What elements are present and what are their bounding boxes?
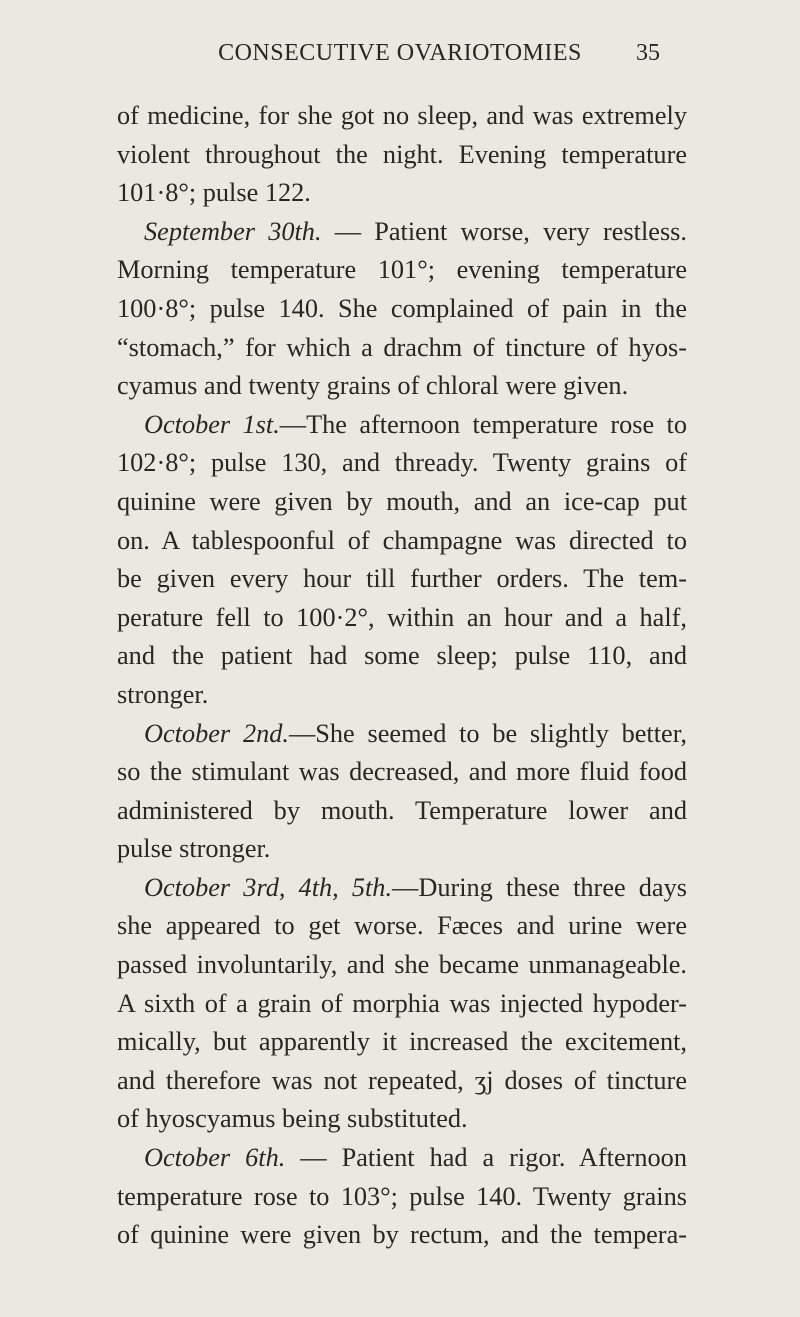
text-line: violent throughout the night. Evening temperature xyxy=(117,139,687,169)
text-line: be given every hour till further orders. The tem- xyxy=(117,564,687,594)
entry-text: — Patient had a rigor. Afternoon xyxy=(285,1143,687,1173)
text-line: stronger. xyxy=(117,679,209,709)
text-line: 101·8°; pulse 122. xyxy=(117,178,311,208)
text-line: on. A tablespoonful of champagne was directed to xyxy=(117,525,687,555)
text-line: 100·8°; pulse 140. She complained of pain in the xyxy=(117,293,687,323)
entry-first-line xyxy=(117,715,687,754)
text-line: of hyoscyamus being substituted. xyxy=(117,1104,468,1134)
running-title: CONSECUTIVE OVARIOTOMIES xyxy=(218,40,582,66)
body-text xyxy=(117,97,687,1255)
entry-first-line xyxy=(117,213,687,252)
text-line: and the patient had some sleep; pulse 110, and xyxy=(117,641,687,671)
text-line: “stomach,” for which a drachm of tincture of hyos- xyxy=(117,332,687,362)
entry-date: October 6th. xyxy=(144,1143,286,1173)
text-line: mically, but apparently it increased the excitement, xyxy=(117,1027,687,1057)
text-line: 102·8°; pulse 130, and thready. Twenty grains of xyxy=(117,448,687,478)
text-line: administered by mouth. Temperature lower and xyxy=(117,795,687,825)
entry-first-line xyxy=(117,869,687,908)
text-line: so the stimulant was decreased, and more fluid food xyxy=(117,757,687,787)
entry-text: —During these three days xyxy=(392,872,687,902)
text-line: cyamus and twenty grains of chloral were given. xyxy=(117,371,629,401)
entry-date: October 2nd. xyxy=(144,718,289,748)
text-line: she appeared to get worse. Fæces and urine were xyxy=(117,911,687,941)
entry-text: — Patient worse, very restless. xyxy=(321,216,687,246)
text-line: perature fell to 100·2°, within an hour and a half, xyxy=(117,602,687,632)
text-line: of medicine, for she got no sleep, and was extremely xyxy=(117,101,687,130)
text-line: temperature rose to 103°; pulse 140. Twenty grains xyxy=(117,1181,687,1211)
page-header xyxy=(140,40,660,80)
text-line: A sixth of a grain of morphia was injected hypoder- xyxy=(117,988,687,1018)
text-line: and therefore was not repeated, ʒj doses of tincture xyxy=(117,1065,687,1095)
entry-text: —She seemed to be slightly better, xyxy=(288,718,687,748)
entry-text: —The afternoon temperature rose to xyxy=(279,409,687,439)
entry-first-line xyxy=(117,1139,687,1178)
entry-date: October 1st. xyxy=(144,409,280,439)
text-line: quinine were given by mouth, and an ice-cap put xyxy=(117,486,687,516)
entry-date: October 3rd, 4th, 5th. xyxy=(144,872,393,902)
text-line: pulse stronger. xyxy=(117,834,271,864)
text-line: passed involuntarily, and she became unmanageable. xyxy=(117,950,687,980)
text-line: Morning temperature 101°; evening temperature xyxy=(117,255,687,285)
entry-first-line xyxy=(117,406,687,445)
entry-date: September 30th. xyxy=(144,216,322,246)
page-number: 35 xyxy=(636,40,660,66)
text-line: of quinine were given by rectum, and the tempera- xyxy=(117,1220,687,1250)
